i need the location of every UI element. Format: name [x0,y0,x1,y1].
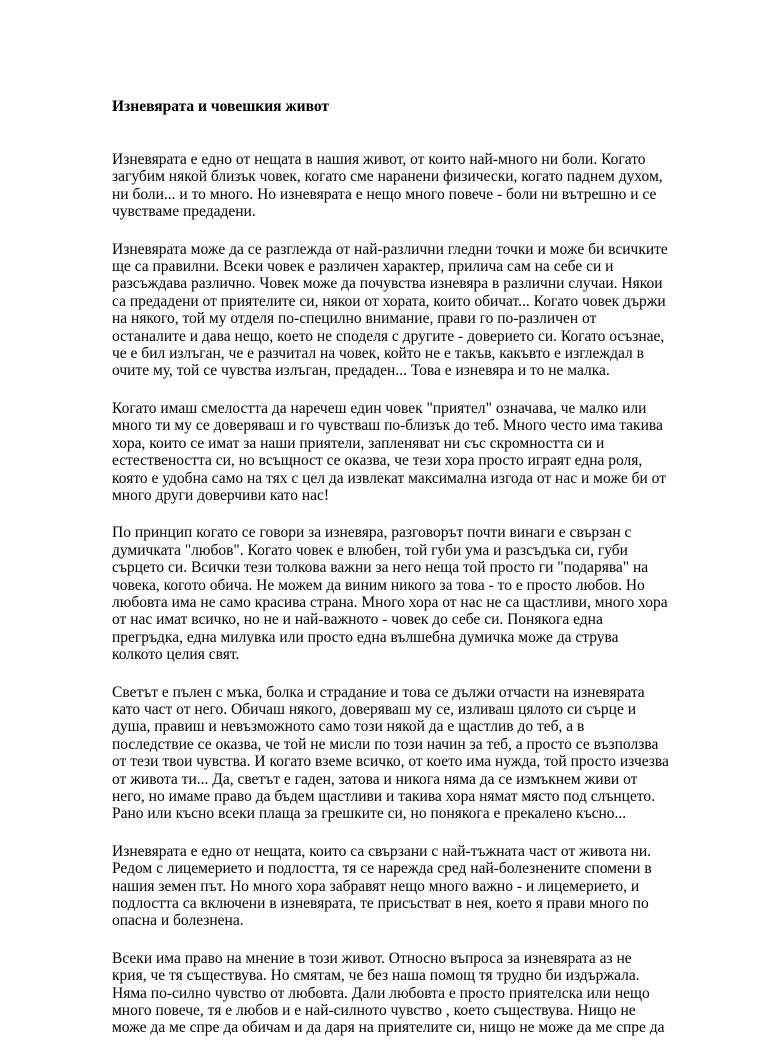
paragraph-line: любовта има не само красива страна. Много хора от нас не са щастливи, много хора [112,593,668,611]
paragraph-line: Светът е пълен с мъка, болка и страдание и това се дължи отчасти на изневярата [112,683,645,701]
paragraph-line: Изневярата е едно от нещата в нашия живот, от които най-много ни боли. Когато [112,151,646,168]
paragraph-line: Няма по-силно чувство от любовта. Дали любовта е просто приятелска или нещо [112,984,650,1002]
paragraph-line: която е удобна само на тях с цел да извлекат максимална изгода от нас и може би от [112,469,666,487]
paragraph-line: нашия земен път. Но много хора забравят нещо много важно - и лицемерието, и [112,877,640,895]
paragraph-line: хора, които се имат за наши приятели, запленяват ни със скромността си и [112,434,605,452]
paragraph [112,683,669,823]
paragraph-line: Всеки има право на мнение в този живот. Относно въпроса за изневярата аз не [112,949,632,967]
paragraph-line: са предадени от приятелите си, някои от хората, които обичат... Когато човек държи [112,292,666,310]
paragraph-line: Рано или късно всеки плаща за грешките си, но понякога е прекалено късно... [112,805,627,823]
paragraph-line: прегръдка, една милувка или просто една вълшебна думичка може да струва [112,628,619,646]
paragraph-line: може да ме спре да обичам и да даря на приятелите си, нищо не може да ме спре да [112,1019,665,1037]
paragraph-line: ще са правилни. Всеки човек е различен характер, прилича сам на себе си и [112,258,614,276]
paragraph-line: от живота ти... Да, светът е гаден, затова и никога няма да се измъкнем живи от [112,770,638,788]
paragraph-line: от тези твои чувства. И когато вземе всичко, от което има нужда, той просто изчезва [112,753,669,771]
paragraph [112,843,657,930]
paragraph-line: останалите и дава нещо, което не споделя с другите - доверието си. Когато осъзнае, [112,327,665,345]
paragraph [112,524,668,664]
paragraph-line: опасна и болезнена. [112,912,244,930]
paragraph-line: от нас имат всичко, но не и най-важното - човек до себе си. Понякога една [112,611,603,629]
paragraph-line: подлостта са включени в изневярата, те присъстват в нея, което я прави много по [112,895,649,913]
paragraph-line: По принцип когато се говори за изневяра, разговорът почти винаги е свързан с [112,524,632,542]
paragraph [112,399,666,504]
paragraph-line: чувстваме предадени. [112,203,256,221]
paragraph-line: на някого, той му отделя по-специлно внимание, прави го по-различен от [112,310,597,328]
paragraph-line: Редом с лицемерието и подлостта, тя се нарежда сред най-болезнените спомени в [112,860,652,878]
paragraph-line: загубим някой близък човек, когато сме наранени физически, когато паднем духом, [112,168,663,186]
paragraph-line: разсъждава различно. Човек може да почувства изневяра в различни случаи. Някои [112,275,663,293]
paragraph-line: Изневярата е едно от нещата, които са свързани с най-тъжната част от живота ни. [112,842,652,860]
paragraph-line: Когато имаш смелостта да наречеш един човек "приятел" означава, че малко или [112,399,647,417]
paragraph-line: крия, че тя съществува. Но смятам, че без наша помощ тя трудно би издържала. [112,967,640,985]
paragraph-line: много други доверчиви като нас! [112,486,330,504]
paragraph-line: като част от него. Обичаш някого, доверяваш му се, изливаш цялото си сърце и [112,700,637,718]
paragraph-line: душа, правиш и невъзможното само този някой да е щастлив до теб, а в [112,718,585,736]
paragraph-line: че е бил излъган, че е разчитал на човек, който не е такъв, какъвто е изглеждал в [112,345,644,363]
paragraph-line: много повече, тя е любов и е най-силното чувство , което съществува. Нищо не [112,1002,636,1020]
paragraph-line: човека, когото обича. Не можем да виним никого за това - то е просто любов. Но [112,576,645,594]
paragraph-line: ни боли... и то много. Но изневярата е нещо много повече - боли ни вътрешно и се [112,185,657,203]
paragraph-line: последствие се оказва, че той не мисли по този начин за теб, а просто се възползва [112,735,659,753]
paragraph-line: сърцето си. Всички тези толкова важни за него неща той просто ги "подарява" на [112,559,649,577]
paragraph [112,151,663,221]
paragraph-line: естествеността си, но всъщност се оказва, че тези хора просто играят една роля, [112,452,643,470]
document-title: Изневярата и човешкия живот [112,98,330,115]
paragraph [112,240,668,380]
paragraph-line: него, но имаме право да бъдем щастливи и такива хора нямат място под слънцето. [112,788,656,805]
paragraph-line: колкото целия свят. [112,646,240,664]
paragraph-line: Изневярата може да се разглежда от най-различни гледни точки и може би всичките [112,240,668,258]
paragraph-line: думичката "любов". Когато човек е влюбен, той губи ума и разсъдъка си, губи [112,541,628,559]
document-body [112,151,669,1057]
paragraph-line: очите му, той се чувства излъган, предаден... Това е изневяра и то не малка. [112,362,610,380]
paragraph-line: много ти му се доверяваш и го чувстваш по-близък до теб. Много често има такива [112,417,663,435]
